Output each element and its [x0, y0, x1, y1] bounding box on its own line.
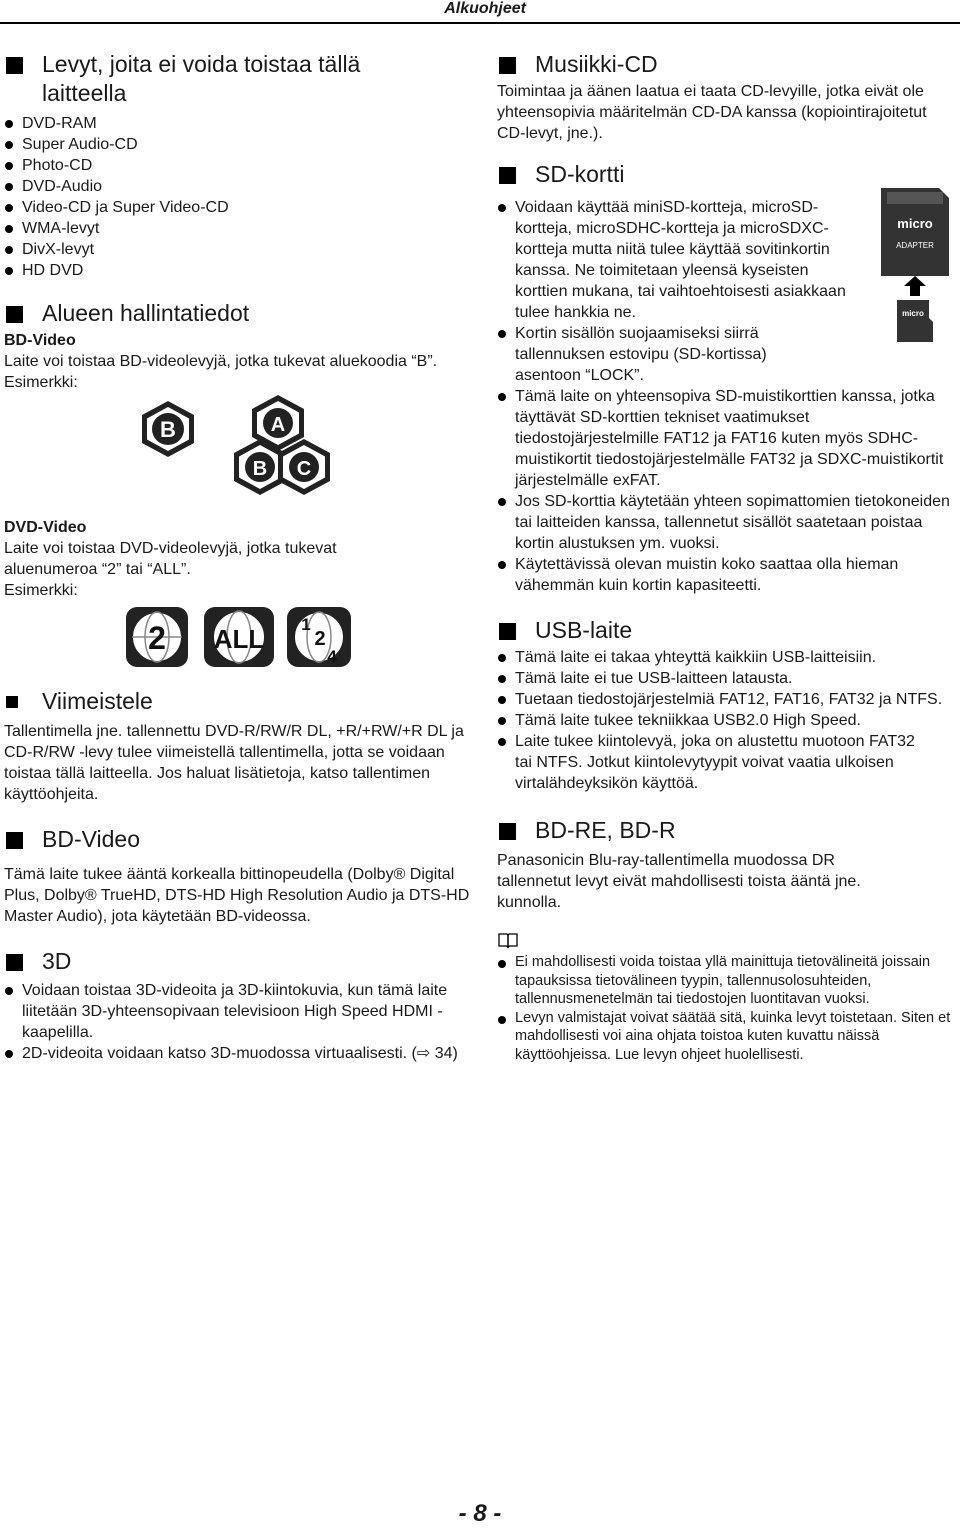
page-header: [0, 0, 960, 22]
region-b-icon: [142, 401, 194, 457]
dvd-video-subheading: DVD-Video: [4, 519, 87, 536]
square-bullet-icon: [6, 954, 23, 971]
section-title: BD-RE, BD-R: [497, 816, 956, 845]
section-title: Alueen hallintatiedot: [4, 299, 474, 328]
list-item: WMA-levyt: [4, 218, 474, 239]
section-unplayable-discs: [4, 50, 474, 281]
section-note: [497, 931, 956, 1064]
section-title: USB-laite: [497, 616, 956, 645]
list-item: Jos SD-korttia käytetään yhteen sopimattomien tietokoneiden tai laitteiden kanssa, tallennetut sisällöt saatetaan poistaa kortin alustuksen ym. vuoksi.: [497, 491, 956, 554]
dvd-video-text: Laite voi toistaa DVD-videolevyjä, jotka tukevat aluenumeroa “2” tai “ALL”.: [4, 540, 337, 578]
list-item: DVD-Audio: [4, 176, 474, 197]
svg-text:ALL: ALL: [213, 624, 265, 654]
list-item: Laite tukee kiintolevyä, joka on alustettu muotoon FAT32 tai NTFS. Jotkut kiintolevytyypit voivat vaatia ulkoisen virtalähdeyksikön käyttöä.: [497, 731, 956, 794]
finalize-text: Tallentimella jne. tallennettu DVD-R/RW/R DL, +R/+RW/+R DL ja CD-R/RW -levy tulee viimeistellä tallentimella, jotta se voidaan toistaa tällä laitteella. Jos haluat lisätietoja, katso tallentimen käyttöohjeita.: [4, 723, 464, 803]
bd-video-text: Laite voi toistaa BD-videolevyjä, jotka tukevat aluekoodia “B”.: [4, 353, 438, 370]
section-title: 3D: [4, 947, 474, 976]
region-all-icon: [204, 607, 274, 667]
list-item: Voidaan toistaa 3D-videoita ja 3D-kiintokuvia, kun tämä laite liitetään 3D-yhteensopivaan televisioon High Speed HDMI -kaapelilla.: [4, 980, 474, 1043]
svg-text:1: 1: [301, 615, 311, 634]
music-cd-text: Toimintaa ja äänen laatua ei taata CD-levyille, jotka eivät ole yhteensopivia määritelmän CD-DA kanssa (kopiointirajoitetut CD-levyt, jne.).: [497, 83, 927, 142]
square-bullet-icon: [499, 57, 516, 74]
dvd-example-label: Esimerkki:: [4, 582, 78, 599]
region-multi-icon: [287, 607, 351, 667]
section-music-cd: [497, 50, 956, 144]
list-item: Ei mahdollisesti voida toistaa yllä mainittuja tietovälineitä joissain tapauksissa tietovälineen tyypin, tallennusolosuhteiden, tallennusmenetelmän tai tiedostojen luontitavan vuoksi.: [497, 953, 956, 1009]
section-title: Musiikki-CD: [497, 50, 956, 79]
square-bullet-icon: [6, 57, 23, 74]
square-bullet-icon: [499, 623, 516, 640]
list-item: Tämä laite ei takaa yhteyttä kaikkiin USB-laitteisiin.: [497, 647, 956, 668]
header-title: Alkuohjeet: [444, 0, 526, 17]
right-column: [497, 50, 956, 1064]
section-finalize: [4, 687, 474, 805]
square-bullet-icon: [499, 823, 516, 840]
square-bullet-icon: [6, 696, 18, 708]
svg-text:2: 2: [148, 620, 166, 656]
list-item: Kortin sisällön suojaamiseksi siirrä tallennuksen estovipu (SD-kortissa) asentoon “LOCK”.: [497, 323, 956, 386]
note-book-icon: [497, 931, 519, 949]
note-list: [497, 953, 956, 1064]
bd-video-audio-text: Tämä laite tukee ääntä korkealla bittinopeudella (Dolby® Digital Plus, Dolby® TrueHD, DTS-HD High Resolution Audio ja DTS-HD Master Audio), jota käytetään BD-videossa.: [4, 866, 470, 925]
svg-text:B: B: [252, 458, 268, 480]
section-title: BD-Video: [4, 825, 474, 854]
3d-list: [4, 980, 474, 1064]
list-item: DVD-RAM: [4, 113, 474, 134]
square-bullet-icon: [6, 306, 23, 323]
svg-text:micro: micro: [902, 309, 924, 318]
svg-text:micro: micro: [897, 216, 933, 231]
sd-card-list: [497, 197, 956, 596]
svg-text:2: 2: [314, 628, 326, 650]
section-title: Viimeistele: [4, 687, 474, 716]
dvd-region-icons: [4, 605, 474, 671]
list-item: HD DVD: [4, 260, 474, 281]
list-item: Photo-CD: [4, 155, 474, 176]
bd-re-text: Panasonicin Blu-ray-tallentimella muodossa DR tallennetut levyt eivät mahdollisesti toista ääntä jne. kunnolla.: [497, 852, 861, 911]
list-item: Video-CD ja Super Video-CD: [4, 197, 474, 218]
region-abc-icon: [234, 395, 330, 495]
region-2-icon: [126, 607, 188, 667]
bd-region-icons: [4, 395, 474, 511]
bd-example-label: Esimerkki:: [4, 374, 78, 391]
page-number: - 8 -: [458, 1500, 502, 1527]
svg-text:A: A: [270, 414, 286, 436]
bd-video-subheading: BD-Video: [4, 332, 76, 349]
section-title: SD-kortti: [497, 160, 956, 189]
list-item: DivX-levyt: [4, 239, 474, 260]
list-item: Tämä laite tukee tekniikkaa USB2.0 High Speed.: [497, 710, 956, 731]
list-item: Super Audio-CD: [4, 134, 474, 155]
list-item: Tuetaan tiedostojärjestelmiä FAT12, FAT16, FAT32 ja NTFS.: [497, 689, 956, 710]
section-bd-video: [4, 825, 474, 927]
svg-text:C: C: [296, 458, 312, 480]
list-item: Tämä laite ei tue USB-laitteen latausta.: [497, 668, 956, 689]
list-item: Levyn valmistajat voivat säätää sitä, kuinka levyt toistetaan. Siten et mahdollisesti voi aina ohjata toistoa kuten kuvattu näissä käyttöohjeissa. Lue levyn ohjeet huolellisesti.: [497, 1009, 956, 1065]
list-item: 2D-videoita voidaan katso 3D-muodossa virtuaalisesti. (⇨ 34): [4, 1043, 474, 1064]
section-usb-device: [497, 616, 956, 794]
list-item: Käytettävissä olevan muistin koko saattaa olla hieman vähemmän kuin kortin kapasiteetti.: [497, 554, 956, 596]
svg-text:ADAPTER: ADAPTER: [896, 241, 934, 250]
unplayable-list: [4, 113, 474, 281]
section-sd-card: [497, 160, 956, 596]
header-rule: [0, 22, 960, 24]
left-column: [4, 50, 474, 1064]
svg-text:4: 4: [327, 647, 337, 666]
list-item: Voidaan käyttää miniSD-kortteja, microSD-kortteja, microSDHC-kortteja ja microSDXC-kortteja mutta niitä tulee käyttää sovitinkortin kanssa. Ne toimitetaan yleensä kyseisten korttien mukana, tai vaihtoehtoisesti asiakkaan tulee hankkia ne.: [497, 197, 956, 323]
square-bullet-icon: [499, 167, 516, 184]
square-bullet-icon: [6, 832, 23, 849]
usb-list: [497, 647, 956, 794]
svg-text:B: B: [160, 417, 176, 442]
list-item: Tämä laite on yhteensopiva SD-muistikorttien kanssa, jotka täyttävät SD-korttien tekniset vaatimukset tiedostojärjestelmille FAT12 ja FAT16 kuten myös SDHC-muistikortit tiedostojärjestelmälle FAT32 ja SDXC-muistikortit järjestelmälle exFAT.: [497, 386, 956, 491]
section-region-info: [4, 299, 474, 671]
section-title: Levyt, joita ei voida toistaa tällä laitteella: [4, 50, 422, 108]
section-3d: [4, 947, 474, 1064]
section-bd-re: [497, 816, 956, 913]
